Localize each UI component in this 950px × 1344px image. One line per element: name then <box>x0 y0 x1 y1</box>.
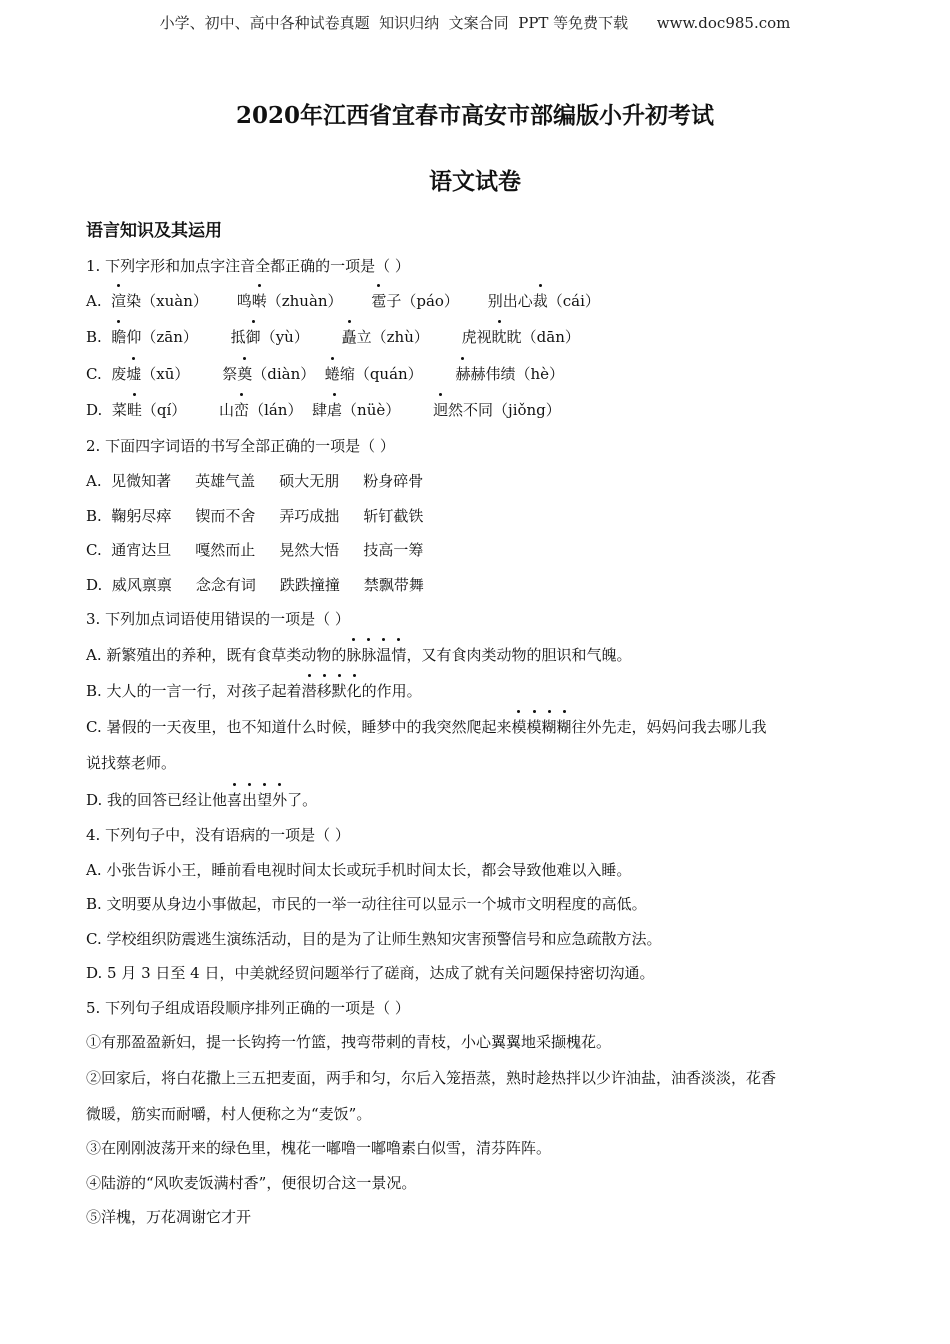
q1-option-b <box>86 326 580 347</box>
item: 别出心裁（cái） <box>487 292 600 310</box>
option-label: B. <box>86 328 102 346</box>
item: 瞻仰（zān） <box>111 328 198 346</box>
q3-option-a: A. 新繁殖出的养种，既有食草类动物的脉脉温情，又有食肉类动物的胆识和气魄。 <box>86 646 632 664</box>
item: 菜畦（qí） <box>111 401 187 419</box>
item: 迥然不同（jiǒng） <box>433 401 561 419</box>
option-label: A. <box>86 292 102 310</box>
q4-option-b: B. 文明要从身边小事做起，市民的一举一动往往可以显示一个城市文明程度的高低。 <box>86 895 647 913</box>
q2-option-d: D. 威风禀禀 念念有词 跌跌撞撞 禁飘带舞 <box>86 576 424 594</box>
q4-option-c: C. 学校组织防震逃生演练活动，目的是为了让师生熟知灾害预警信号和应急疏散方法。 <box>86 930 662 948</box>
q4-option-a: A. 小张告诉小王，睡前看电视时间太长或玩手机时间太长，都会导致他难以入睡。 <box>86 861 632 879</box>
q1-option-a <box>86 290 600 311</box>
item: 雹子（páo） <box>371 292 459 310</box>
item: 祭奠（diàn） <box>222 365 316 383</box>
item: 渲染（xuàn） <box>111 292 208 310</box>
q4-stem: 4. 下列句子中，没有语病的一项是（ ） <box>86 826 350 844</box>
option-label: C. <box>86 365 102 383</box>
q5-sentence-3: ③在刚刚波荡开来的绿色里，槐花一嘟噜一嘟噜素白似雪，清芬阵阵。 <box>86 1139 552 1157</box>
q5-sentence-5: ⑤洋槐，万花凋谢它才开 <box>86 1208 252 1226</box>
q3-option-b: B. 大人的一言一行，对孩子起着潜移默化的作用。 <box>86 682 422 700</box>
q2-stem: 2. 下面四字词语的书写全部正确的一项是（ ） <box>86 437 395 455</box>
q3-stem: 3. 下列加点词语使用错误的一项是（ ） <box>86 610 350 628</box>
q1-option-c <box>86 363 564 384</box>
item: 蜷缩（quán） <box>324 365 423 383</box>
q2-option-b: B. 鞠躬尽瘁 锲而不舍 弄巧成拙 斩钉截铁 <box>86 507 424 525</box>
item: 废墟（xū） <box>111 365 190 383</box>
item: 矗立（zhù） <box>341 328 429 346</box>
q4-option-d: D. 5 月 3 日至 4 日，中美就经贸问题举行了磋商，达成了就有关问题保持密切沟通。 <box>86 964 655 982</box>
q5-sentence-2-continued: 微暖，筋实而耐嚼，村人便称之为“麦饭”。 <box>86 1105 372 1123</box>
q3-option-c-continued: 说找蔡老师。 <box>86 754 177 772</box>
q5-stem: 5. 下列句子组成语段顺序排列正确的一项是（ ） <box>86 999 410 1017</box>
item: 抵御（yù） <box>230 328 309 346</box>
q3-option-d: D. 我的回答已经让他喜出望外了。 <box>86 791 318 809</box>
item: 山峦（lán） <box>219 401 303 419</box>
q2-option-a: A. 见微知著 英雄气盖 硕大无朋 粉身碎骨 <box>86 472 424 490</box>
item: 虎视眈眈（dān） <box>461 328 580 346</box>
q5-sentence-4: ④陆游的“风吹麦饭满村香”，便很切合这一景况。 <box>86 1174 417 1192</box>
option-label: D. <box>86 401 103 419</box>
q5-sentence-2: ②回家后，将白花撒上三五把麦面，两手和匀，尔后入笼捂蒸，熟时趁热拌以少许油盐，油香淡淡，花香 <box>86 1069 777 1087</box>
q3-option-c: C. 暑假的一天夜里，也不知道什么时候，睡梦中的我突然爬起来模模糊糊往外先走，妈妈问我去哪儿我 <box>86 718 767 736</box>
item: 赫赫伟绩（hè） <box>455 365 565 383</box>
site-header: 小学、初中、高中各种试卷真题 知识归纳 文案合同 PPT 等免费下载 www.doc985.com <box>159 14 791 32</box>
section-heading: 语言知识及其运用 <box>86 221 222 241</box>
exam-title: 2020年江西省宜春市高安市部编版小升初考试 <box>235 102 714 129</box>
item: 肆虐（nüè） <box>312 401 401 419</box>
q5-sentence-1: ①有那盈盈新妇，提一长钩挎一竹篮，拽弯带刺的青枝，小心翼翼地采撷槐花。 <box>86 1033 612 1051</box>
exam-subtitle: 语文试卷 <box>429 168 521 195</box>
item: 鸣啭（zhuàn） <box>236 292 343 310</box>
q1-option-d <box>86 399 561 420</box>
q1-stem: 1. 下列字形和加点字注音全都正确的一项是（ ） <box>86 257 410 275</box>
q2-option-c: C. 通宵达旦 嘎然而止 晃然大悟 技高一筹 <box>86 541 424 559</box>
